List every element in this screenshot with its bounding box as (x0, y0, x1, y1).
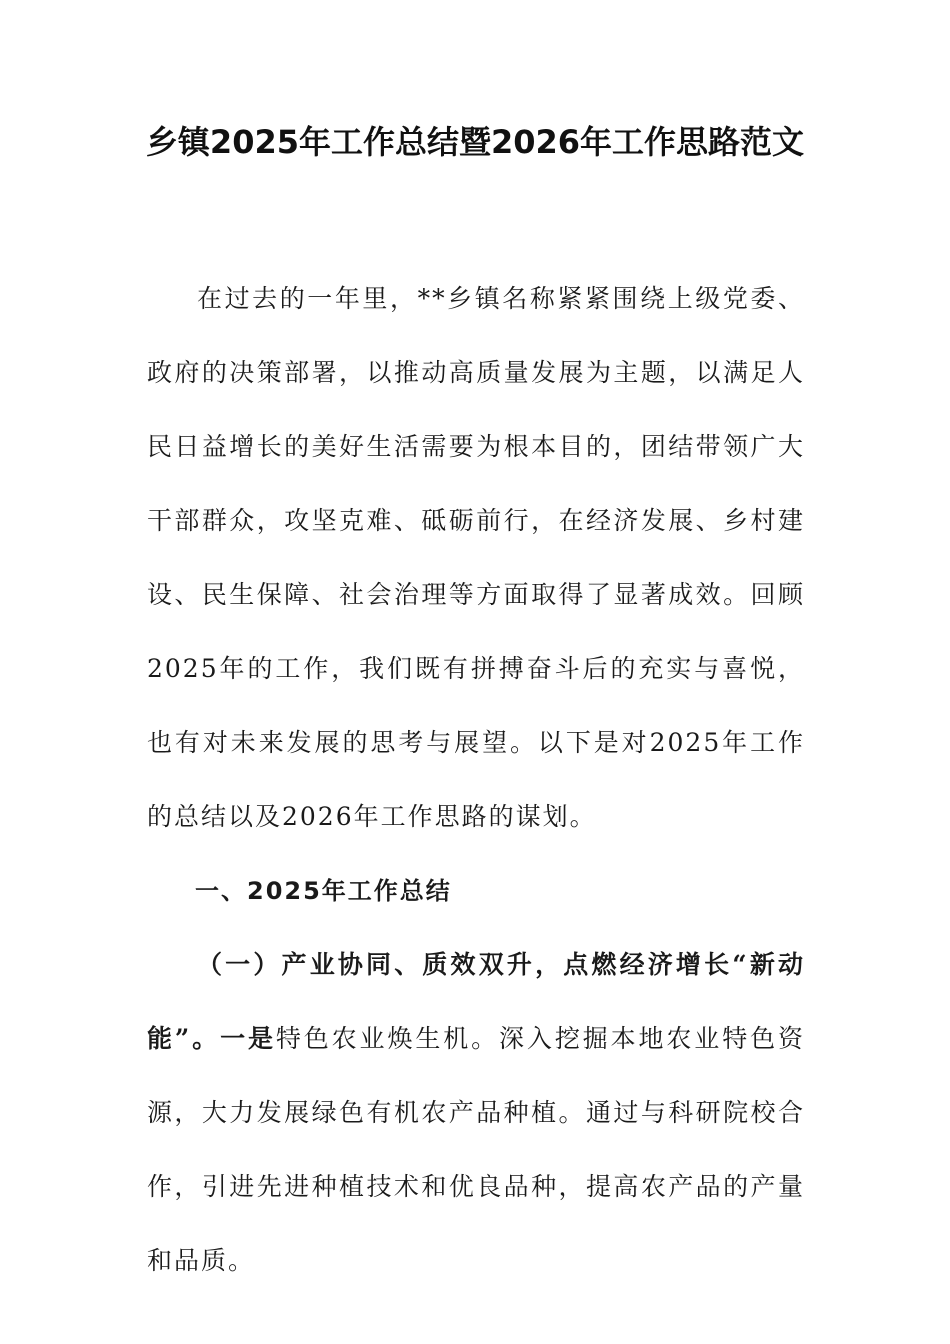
intro-paragraph: 在过去的一年里，**乡镇名称紧紧围绕上级党委、政府的决策部署，以推动高质量发展为主题，以满足人民日益增长的美好生活需要为根本目的，团结带领广大干部群众，攻坚克难、砥砺前行，在经济发展、乡村建设、民生保障、社会治理等方面取得了显著成效。回顾2025年的工作，我们既有拼搏奋斗后的充实与喜悦，也有对未来发展的思考与展望。以下是对2025年工作的总结以及2026年工作思路的谋划。 (147, 284, 805, 831)
document-body (147, 262, 805, 1298)
subsection-lead-label: 一是 (220, 1024, 276, 1053)
document-title: 乡镇2025年工作总结暨2026年工作思路范文 (145, 123, 805, 161)
subsection-paragraph (147, 928, 805, 1298)
section-heading: 一、2025年工作总结 (195, 877, 452, 905)
subsection-text: 特色农业焕生机。深入挖掘本地农业特色资源，大力发展绿色有机农产品种植。通过与科研院校合作，引进先进种植技术和优良品种，提高农产品的产量和品质。 (147, 1024, 805, 1275)
subsection-heading: （一）产业协同、质效双升，点燃经济增长“新动能”。 (147, 950, 805, 1053)
